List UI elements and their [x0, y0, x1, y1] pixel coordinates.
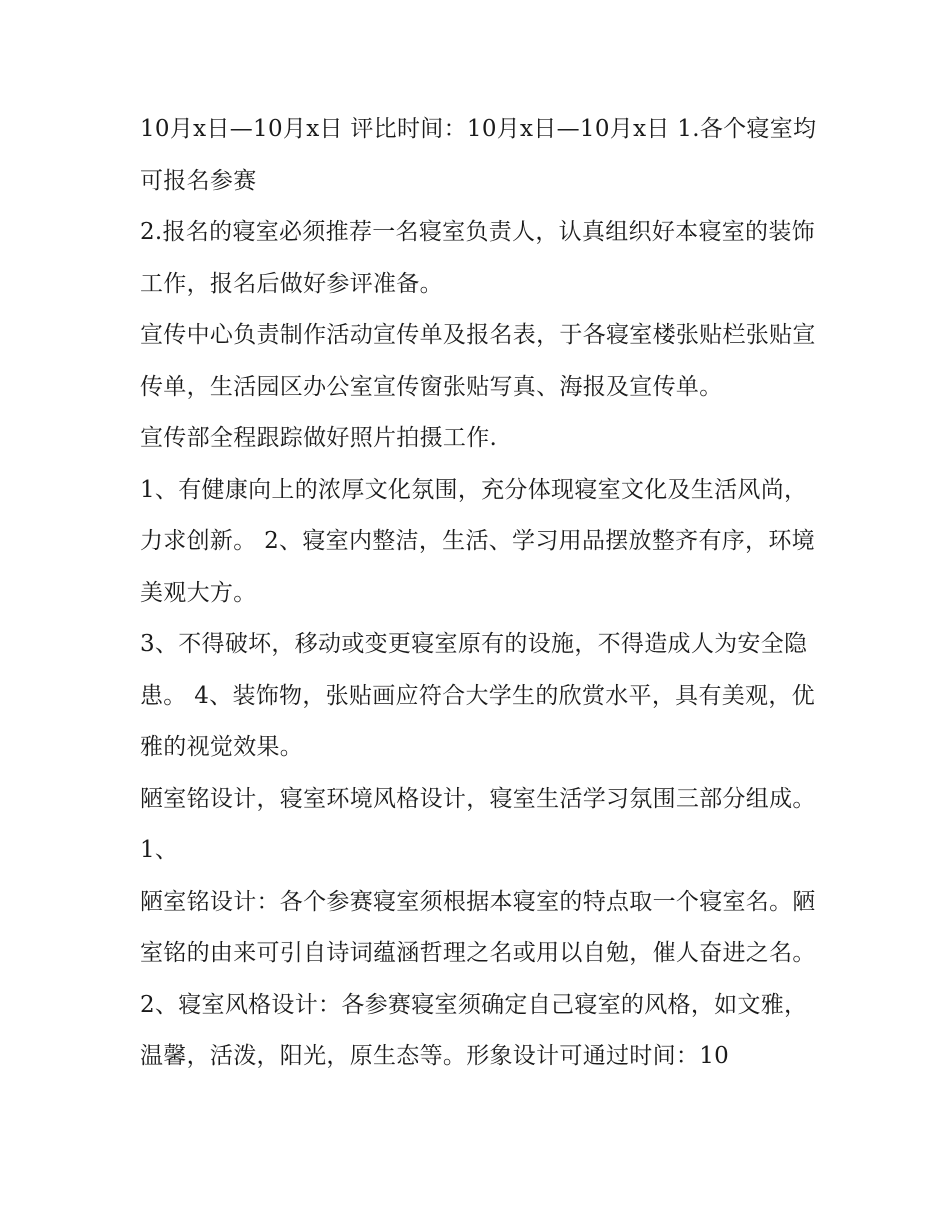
paragraph-style-design: 2、寝室风格设计：各参赛寝室须确定自己寝室的风格，如文雅，温馨，活泼，阳光，原生态等。形象设计可通过时间：10 — [140, 991, 808, 1069]
paragraph-schedule: 10月x日—10月x日 评比时间：10月x日—10月x日 1.各个寝室均可报名参赛 — [140, 116, 817, 194]
document-body — [140, 104, 820, 1083]
paragraph-criteria-3-4: 3、不得破坏，移动或变更寝室原有的设施，不得造成人为安全隐患。 4、装饰物，张贴画应符合大学生的欣赏水平，具有美观，优雅的视觉效果。 — [140, 631, 815, 760]
paragraph-photography: 宣传部全程跟踪做好照片拍摄工作. — [140, 425, 498, 451]
paragraph-publicity: 宣传中心负责制作活动宣传单及报名表，于各寝室楼张贴栏张贴宣传单，生活园区办公室宣传窗张贴写真、海报及宣传单。 — [140, 322, 816, 400]
paragraph-criteria-1-2: 1、有健康向上的浓厚文化氛围，充分体现寝室文化及生活风尚，力求创新。 2、寝室内整洁，生活、学习用品摆放整齐有序，环境美观大方。 — [140, 476, 815, 606]
paragraph-components: 陋室铭设计，寝室环境风格设计，寝室生活学习氛围三部分组成。 1、 — [140, 785, 816, 863]
paragraph-dorm-name-design: 陋室铭设计：各个参赛寝室须根据本寝室的特点取一个寝室名。陋室铭的由来可引自诗词蕴涵哲理之名或用以自勉，催人奋进之名。 — [140, 888, 816, 966]
paragraph-registration: 2.报名的寝室必须推荐一名寝室负责人，认真组织好本寝室的装饰工作，报名后做好参评准备。 — [140, 219, 815, 297]
